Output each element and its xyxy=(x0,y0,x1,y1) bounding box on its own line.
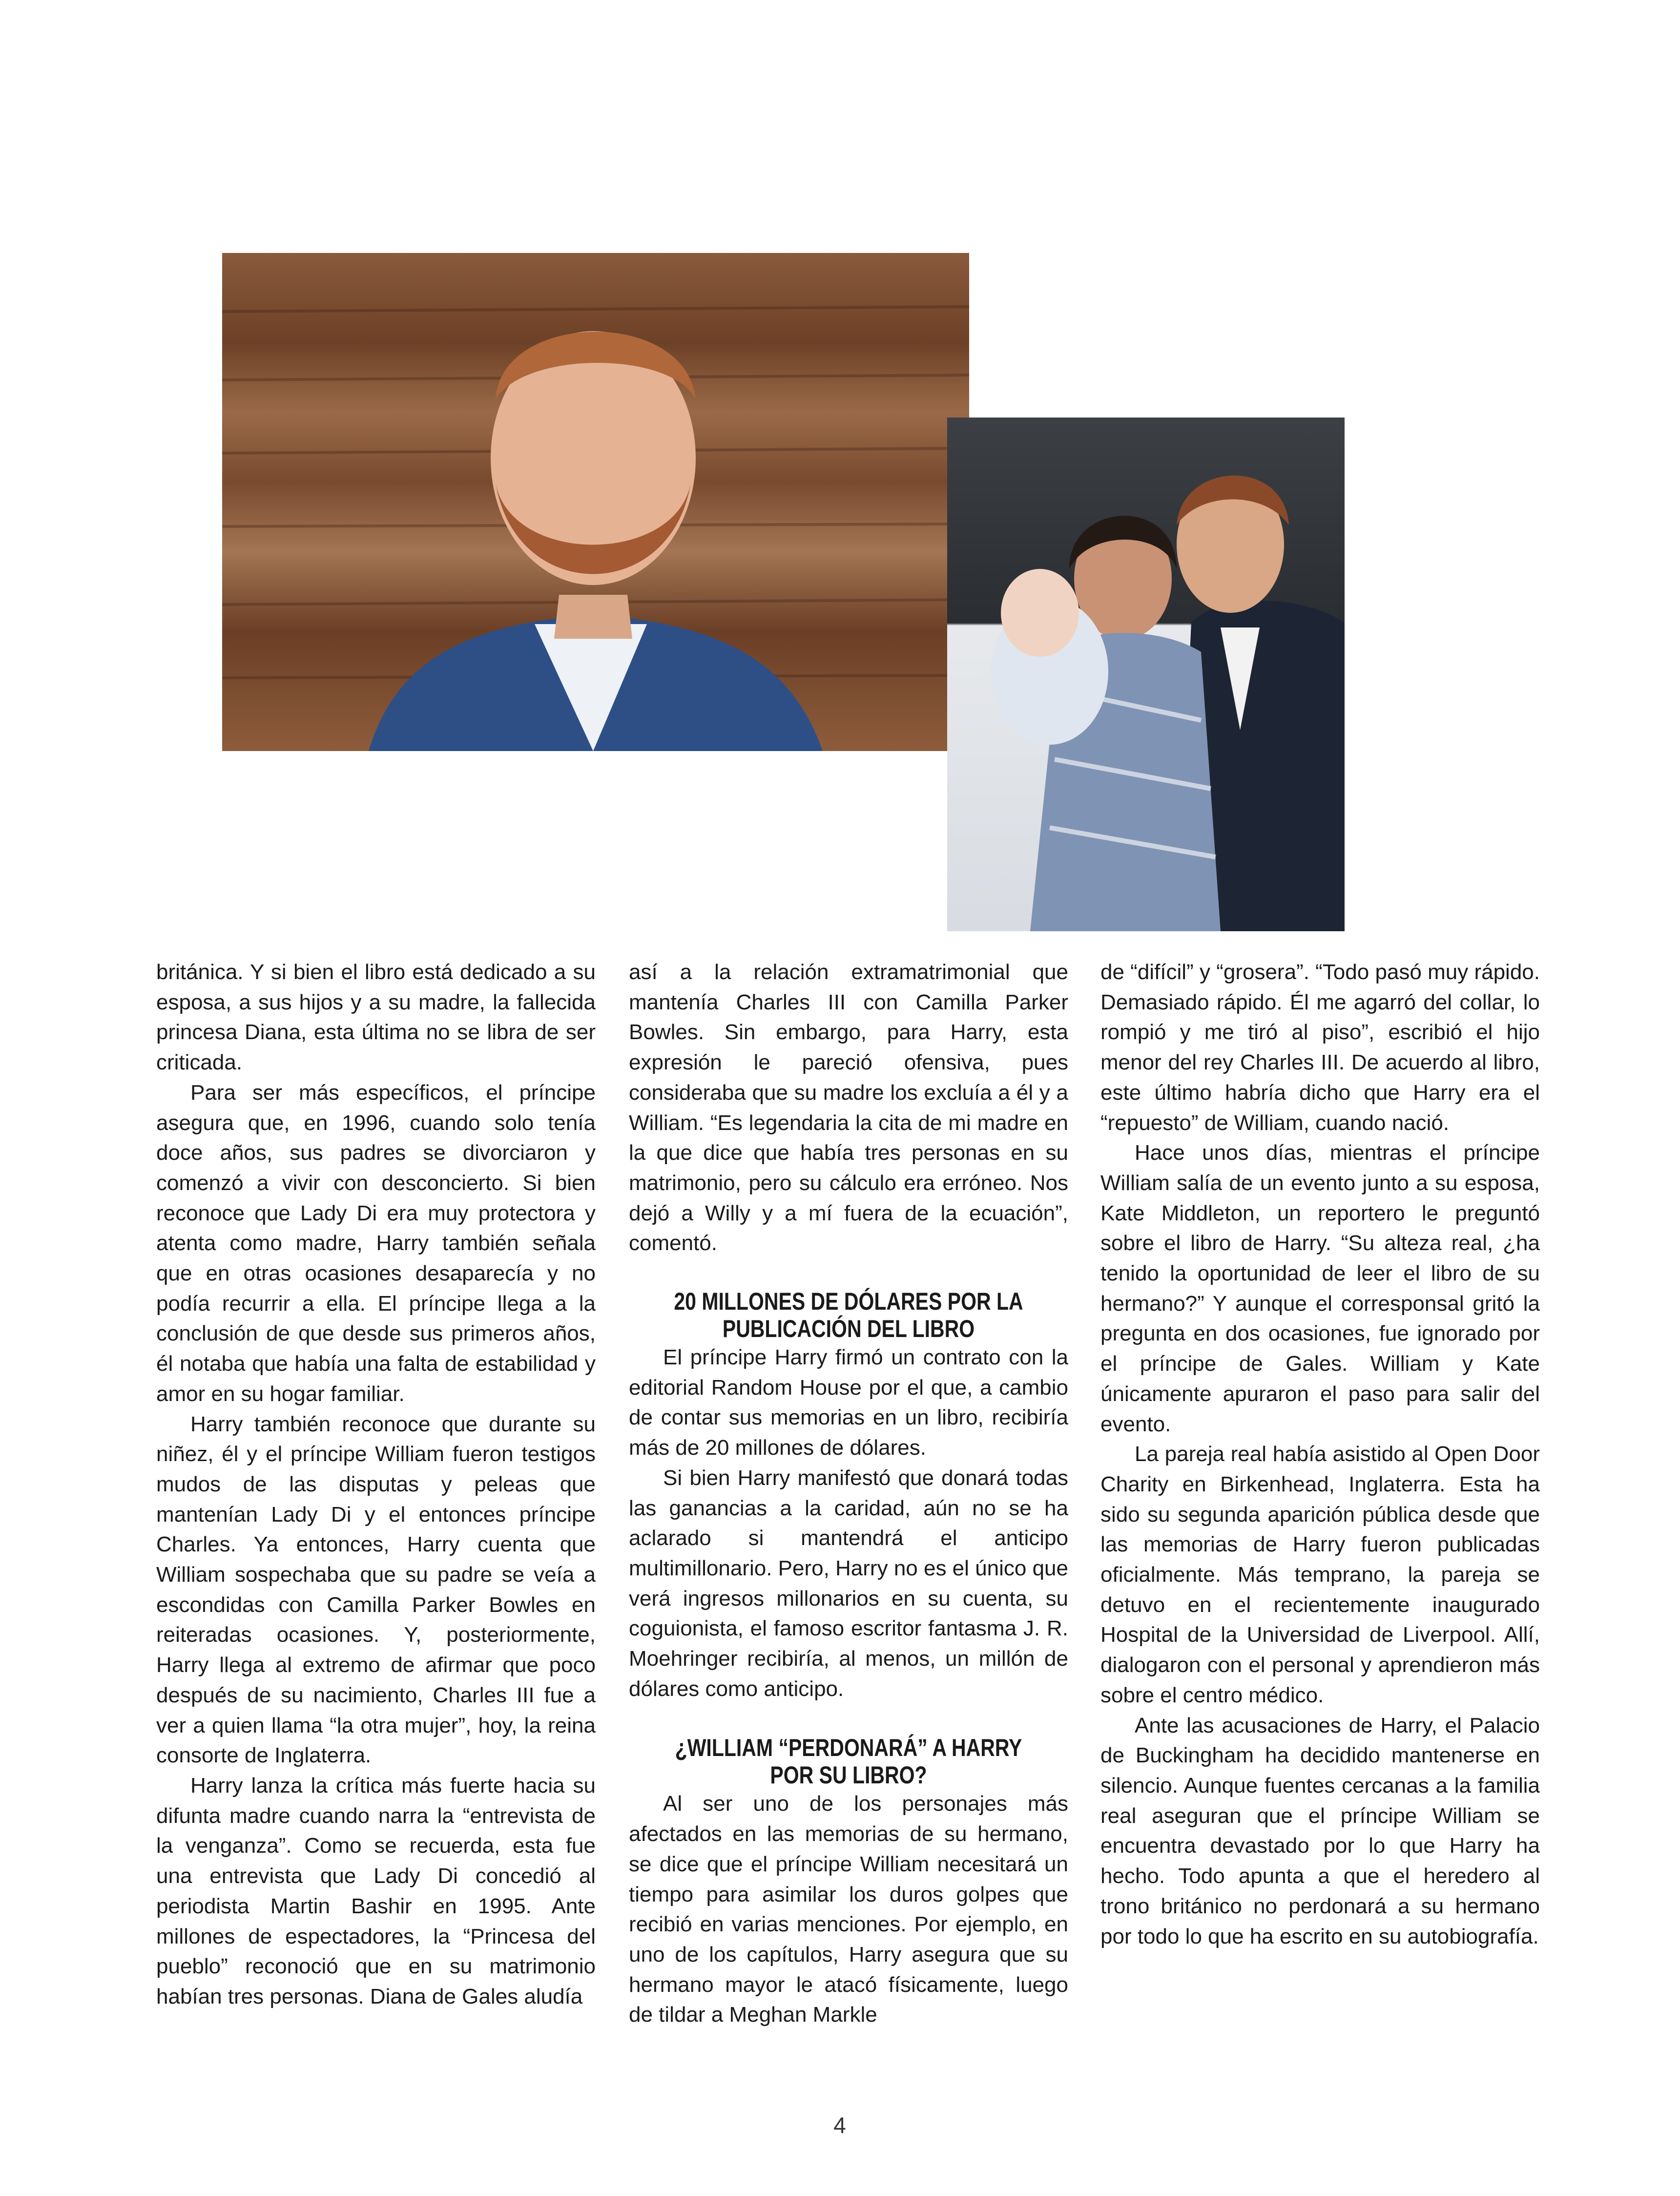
article-paragraph: de “difícil” y “grosera”. “Todo pasó muy rápido. Demasiado rápido. Él me agarró del collar, lo rompió y me tiró al piso”, escribió el hijo menor del rey Charles III. De acuerdo al libro, este último habría dicho que Harry era el “repuesto” de William, cuando nació. xyxy=(1100,960,1540,1135)
article-paragraph: Ante las acusaciones de Harry, el Palacio de Buckingham ha decidido mantenerse en silencio. Aunque fuentes cercanas a la familia real aseguran que el príncipe William se encuentra devastado por lo que Harry ha hecho. Todo apunta a que el heredero al trono británico no perdonará a su hermano por todo lo que ha escrito en su autobiografía. xyxy=(1100,1713,1540,1948)
article-paragraph: Al ser uno de los personajes más afectados en las memorias de su hermano, se dice que el príncipe William necesitará un tiempo para asimilar los duros golpes que recibió en varias menciones. Por ejemplo, en uno de los capítulos, Harry asegura que su hermano mayor le atacó físicamente, luego de tildar a Meghan Markle xyxy=(629,1792,1068,2027)
article-paragraph: británica. Y si bien el libro está dedicado a su esposa, a sus hijos y a su madre, la fallecida princesa Diana, esta última no se libra de ser criticada. xyxy=(156,960,596,1075)
article-column-3 xyxy=(1100,957,1540,1951)
photo-prince-harry xyxy=(222,253,969,751)
section-heading-william-perdonara: ¿WILLIAM “PERDONARÁ” A HARRY POR SU LIBRO? xyxy=(675,1734,1022,1789)
article-column-2 xyxy=(629,957,1068,2030)
page-number: 4 xyxy=(833,2112,846,2138)
article-paragraph: Si bien Harry manifestó que donará todas las ganancias a la caridad, aún no se ha aclarado si mantendrá el anticipo multimillonario. Pero, Harry no es el único que verá ingresos millonarios en su cuenta, su coguionista, el famoso escritor fantasma J. R. Moehringer recibiría, al menos, un millón de dólares como anticipo. xyxy=(629,1465,1068,1701)
photo-family-illustration xyxy=(947,418,1345,931)
photo-harry-meghan-archie xyxy=(947,418,1345,931)
article-paragraph: La pareja real había asistido al Open Door Charity en Birkenhead, Inglaterra. Esta ha sido su segunda aparición pública desde que las memorias de Harry fueron publicadas oficialmente. Más temprano, la pareja se detuvo en el recientemente inaugurado Hospital de la Universidad de Liverpool. Allí, dialogaron con el personal y aprendieron más sobre el centro médico. xyxy=(1100,1442,1540,1707)
article-paragraph: así a la relación extramatrimonial que mantenía Charles III con Camilla Parker Bowles. Sin embargo, para Harry, esta expresión le pareció ofensiva, pues consideraba que su madre los excluía a él y a William. “Es legendaria la cita de mi madre en la que dice que había tres personas en su matrimonio, pero su cálculo era erróneo. Nos dejó a Willy y a mí fuera de la ecuación”, comentó. xyxy=(629,960,1068,1255)
article-paragraph: Para ser más específicos, el príncipe asegura que, en 1996, cuando solo tenía doce años, sus padres se divorciaron y comenzó a vivir con desconcierto. Si bien reconoce que Lady Di era muy protectora y atenta como madre, Harry también señala que en otras ocasiones desaparecía y no podía recurrir a ella. El príncipe llega a la conclusión de que desde sus primeros años, él notaba que había una falta de estabilidad y amor en su hogar familiar. xyxy=(156,1080,596,1406)
article-paragraph: El príncipe Harry firmó un contrato con la editorial Random House por el que, a cambio de contar sus memorias en un libro, recibiría más de 20 millones de dólares. xyxy=(629,1345,1068,1460)
article-paragraph: Harry también reconoce que durante su niñez, él y el príncipe William fueron testigos mudos de las disputas y peleas que mantenían Lady Di y el entonces príncipe Charles. Ya entonces, Harry cuenta que William sospechaba que su padre se veía a escondidas con Camilla Parker Bowles en reiteradas ocasiones. Y, posteriormente, Harry llega al extremo de afirmar que poco después de su nacimiento, Charles III fue a ver a quien llama “la otra mujer”, hoy, la reina consorte de Inglaterra. xyxy=(156,1412,596,1768)
photo-prince-harry-illustration xyxy=(222,253,969,751)
article-paragraph: Hace unos días, mientras el príncipe William salía de un evento junto a su esposa, Kate Middleton, un reportero le preguntó sobre el libro de Harry. “Su alteza real, ¿ha tenido la oportunidad de leer el libro de su hermano?” Y aunque el corresponsal gritó la pregunta en dos ocasiones, fue ignorado por el príncipe de Gales. William y Kate únicamente apuraron el paso para salir del evento. xyxy=(1100,1141,1540,1436)
section-heading-20-millones: 20 MILLONES DE DÓLARES POR LA PUBLICACIÓN DEL LIBRO xyxy=(674,1288,1023,1343)
article-paragraph: Harry lanza la crítica más fuerte hacia su difunta madre cuando narra la “entrevista de la venganza”. Como se recuerda, esta fue una entrevista que Lady Di concedió al periodista Martin Bashir en 1995. Ante millones de espectadores, la “Princesa del pueblo” reconoció que en su matrimonio habían tres personas. Diana de Gales aludía xyxy=(156,1773,596,2008)
article-column-1 xyxy=(156,957,596,2012)
